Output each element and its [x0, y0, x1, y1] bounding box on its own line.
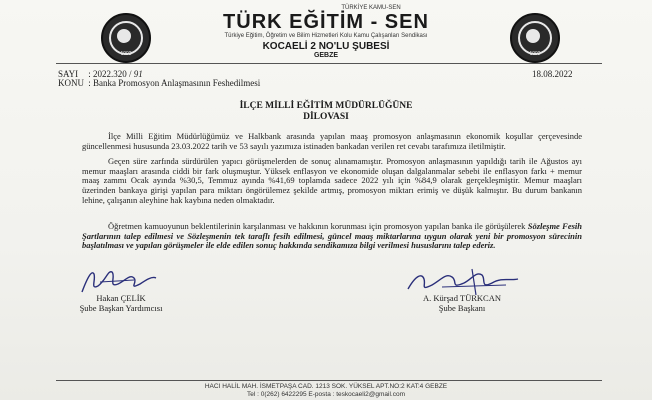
seal-year: 1992: [120, 51, 132, 57]
reference-number-value: : 2022.320 /: [88, 69, 132, 79]
reference-number-handwritten: 91: [133, 69, 143, 79]
body-paragraph-1: İlçe Milli Eğitim Müdürlüğümüz ve Halkbank arasında yapılan maaş promosyon anlaşmasının ekonomik koşullar çerçevesinde güncellenmesi hususunda 23.03.2022 tarih ve 53 sayılı yazımıza istinaden bankadan verilen ret cevabı tarafımıza iletilmiştir.: [82, 131, 582, 151]
subject-row: [58, 78, 260, 88]
body-paragraph-2: Geçen süre zarfında sürdürülen yapıcı görüşmelerden de sonuç alınamamıştır. Promosyon anlaşmasının yapıldığı tarih ile Ağustos ayı memur maaşları arasında ciddi bir fark oluşmuştur. Yüksek enflasyon ve ekonomide oluşan dalgalanmalar sebebi ile enflasyon farkı + memur maaş zammı Ocak ayında %30,5, Temmuz ayında %41,69 toplamda sadece 2022 yılı için %84,9 olarak gerçekleşmiştir. Memur maaşları üzerinden bankaya girişi yapılan para miktarı öngörülemez şekilde artmış, promosyon miktarı erimiş ve düşük kalmıştır. Bu durum bankanın lehine, çalışanın aleyhine hak kaybına neden olmaktadır.: [82, 156, 582, 205]
signatory-left: [76, 294, 166, 313]
union-subtitle: Türkiye Eğitim, Öğretim ve Bilim Hizmetleri Kolu Kamu Çalışanları Sendikası: [224, 33, 428, 39]
branch-city: GEBZE: [313, 52, 339, 59]
letter-date: 18.08.2022: [532, 69, 573, 79]
request-intro: Öğretmen kamuoyunun beklentilerinin karşılanması ve hakkının korunması için promosyon yapılan banka ile görüşülerek: [108, 221, 528, 231]
addressee-office: İLÇE MİLLİ EĞİTİM MÜDÜRLÜĞÜNE: [239, 101, 413, 111]
signatory-right-title: Şube Başkanı: [438, 302, 486, 313]
header-divider: [56, 63, 602, 64]
body-paragraph-3: [82, 222, 582, 251]
signatory-right-name: A. Kürşad TÜRKCAN: [423, 293, 501, 303]
footer-divider: [56, 380, 602, 381]
subject-value: : Banka Promosyon Anlaşmasının Feshedilmesi: [88, 78, 261, 88]
signature-scribble-left: [78, 266, 158, 296]
signatory-right: [407, 294, 517, 313]
request-emphasis: Sözleşme Fesih Şartlarının talep edilmesi ve Sözleşmenin tek taraflı fesih edilmesi, güncel maaş miktarlarına uygun olarak yeni bir promosyon sürecinin başlatılması ve yapılan görüşmeler ile elde edilen sonuç hakkında sendikamıza bilgi verilmesi hususlarını talep ederiz.: [82, 221, 582, 251]
footer-contact: Tel : 0(262) 6422295 E-posta : teskocaeli2@gmail.com: [247, 391, 405, 398]
subject-label: KONU: [58, 78, 84, 88]
union-title: TÜRK EĞİTİM - SEN: [223, 11, 429, 33]
footer-address: HACI HALİL MAH. İSMETPAŞA CAD. 1213 SOK. YÜKSEL APT.NO:2 KAT:4 GEBZE: [204, 383, 448, 390]
confederation-name: TÜRKİYE KAMU-SEN: [341, 5, 401, 11]
signatory-left-title: Şube Başkan Yardımcısı: [79, 302, 163, 313]
addressee-district: DİLOVASI: [303, 112, 349, 122]
signatory-left-name: Hakan ÇELİK: [96, 293, 146, 303]
seal-year: 1992: [529, 51, 541, 57]
reference-number-label: SAYI: [58, 69, 79, 79]
branch-name: KOCAELİ 2 NO'LU ŞUBESİ: [262, 41, 390, 52]
